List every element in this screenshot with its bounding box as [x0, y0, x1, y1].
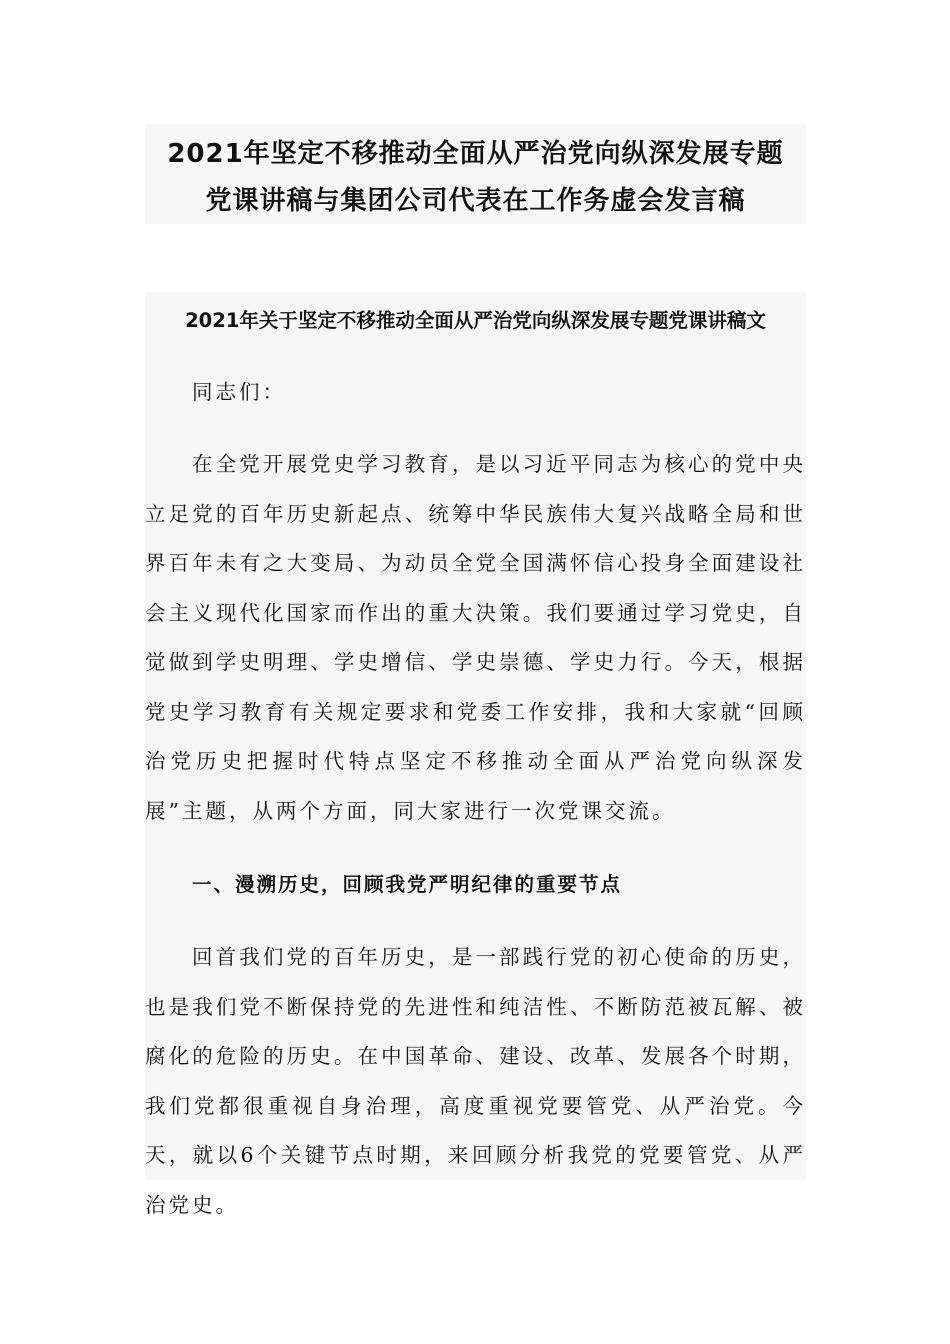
document-subtitle: 2021年关于坚定不移推动全面从严治党向纵深发展专题党课讲稿文	[185, 309, 766, 332]
paragraph-history: 回首我们党的百年历史，是一部践行党的初心使命的历史，也是我们党不断保持党的先进性和纯洁性、不断防范被瓦解、被腐化的危险的历史。在中国革命、建设、改革、发展各个时期，我们党都很重视自身治理，高度重视党要管党、从严治党。今天，就以6个关键节点时期，来回顾分析我党的党要管党、从严治党史。	[145, 945, 806, 1217]
document-title-line-2: 党课讲稿与集团公司代表在工作务虚会发言稿	[205, 186, 746, 216]
paragraph-intro: 在全党开展党史学习教育，是以习近平同志为核心的党中央立足党的百年历史新起点、统筹中华民族伟大复兴战略全局和世界百年未有之大变局、为动员全党全国满怀信心投身全面建设社会主义现代化国家而作出的重大决策。我们要通过学习党史，自觉做到学史明理、学史增信、学史崇德、学史力行。今天，根据党史学习教育有关规定要求和党委工作安排，我和大家就“回顾治党历史把握时代特点坚定不移推动全面从严治党向纵深发展”主题，从两个方面，同大家进行一次党课交流。	[145, 452, 806, 823]
section-heading-1: 一、漫溯历史，回顾我党严明纪律的重要节点	[192, 873, 623, 896]
document-body	[145, 292, 806, 1217]
document-title-line-1: 2021年坚定不移推动全面从严治党向纵深发展专题	[167, 139, 784, 169]
salutation: 同志们：	[192, 380, 286, 404]
document-title-block	[145, 124, 806, 224]
